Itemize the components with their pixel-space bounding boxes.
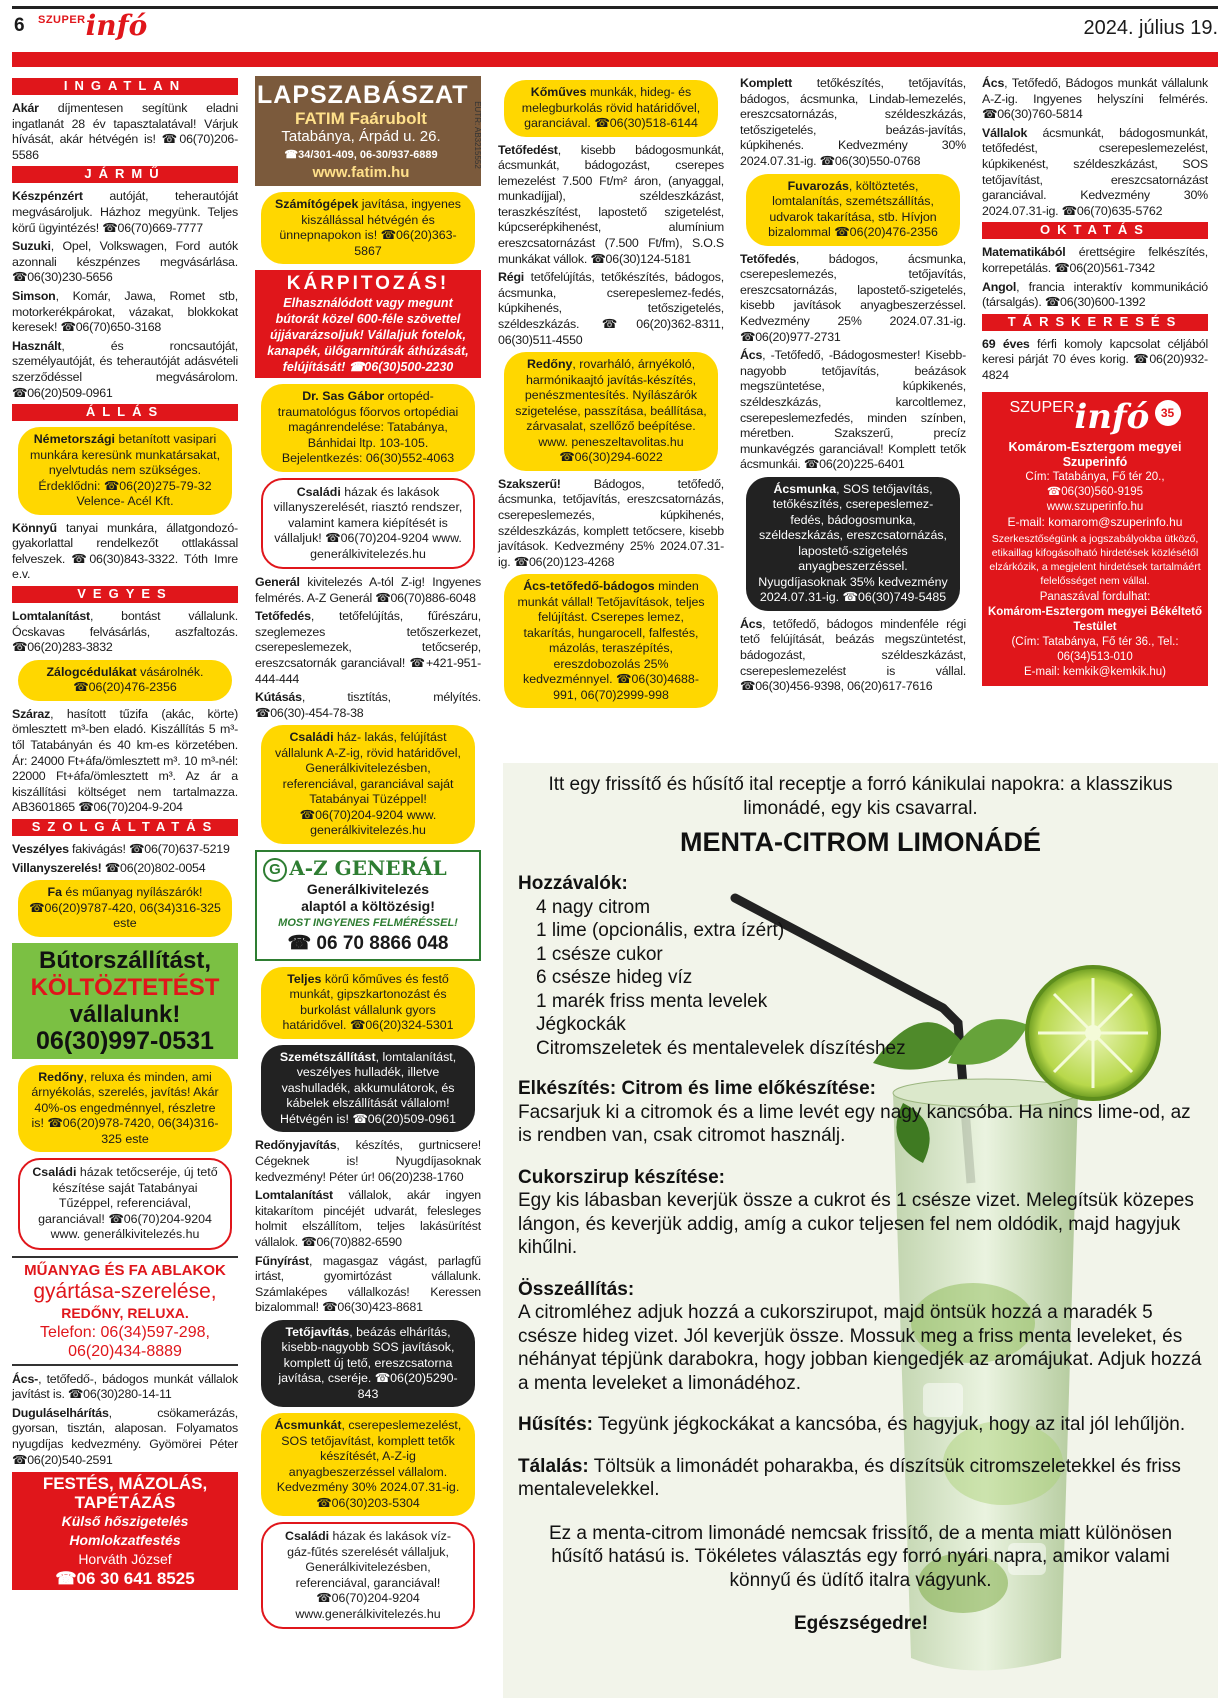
highlighted-ad: Ácsmunka, SOS tetőjavítás, tetőkészítés, cserepeslemez-fedés, bádogosmunka, széldeszkázás, ereszcsatornázás, lapostető-szigetelés anyagbeszerzéssel. Nyugdíjasoknak 35% kedvezmény 2024.07.31-ig. ☎06(30)749-5485: [746, 477, 960, 611]
classified-ad: Ács, tetőfedő, bádogos mindenféle régi tető felújítását, beázás megszüntetést, bádogozást, széldeszkázást, cserepeslemezelést is vállal. ☎06(30)456-9398, 06(20)617-7616: [740, 616, 966, 694]
page-header: [12, 6, 1218, 42]
recipe-intro: Itt egy frissítő és hűsítő ital receptje a forró kánikulai napokra: a klasszikus limonádé, egy kis csavarral.: [548, 774, 1173, 819]
classified-ad: Lomtalanítást, bontást vállalunk. Ócskavas felvásárlás, aszfaltozás. ☎06(20)283-3832: [12, 608, 238, 655]
classified-ad: Száraz, hasított tűzifa (akác, körte) ömlesztett m³-ben eladó. Kiszállítás 5 m³-től Tatabányán és 40 km-es körzetében. Ár: 24000 Ft+áfa/ömlesztett m³. 10 m³-nél: 22000 Ft+áfa/ömlesztett m³. Az ár a kiszállítási költséget nem tartalmazza. AB3601865 ☎06(70)204-9-204: [12, 706, 238, 815]
highlighted-ad: Tetőjavítás, beázás elhárítás, kisebb-nagyobb SOS javítások, komplett új tető, ereszcsatorna javítása, cseréje. ☎06(20)5290-843: [261, 1320, 475, 1408]
classified-ad: Vállalok ácsmunkát, bádogosmunkát, tetőfedést, cserepeslemezelést, kúpkikenést, széldeszkázást, SOS tetőjavítást, ereszcsatornázást garanciával. Kedvezmény 30% 2024.07.31-ig. ☎06(70)635-5762: [982, 125, 1208, 218]
section-ingatlan: INGATLAN: [12, 78, 238, 95]
highlighted-ad: Redőny, reluxa és minden, ami árnyékolás, szerelés, javítás! Akár 40%-os engedménnyel, részletre is! ☎06(20)978-7420, 06(34)316-325 este: [18, 1065, 232, 1153]
classified-ad: Simson, Komár, Jawa, Romet stb, motorkerékpárokat, vázakat, blokkokat keresek! ☎06(70)650-3168: [12, 288, 238, 335]
classified-ad: Suzuki, Opel, Volkswagen, Ford autók azonnali készpénzes megvásárlása. ☎06(30)230-5656: [12, 239, 238, 285]
syrup-heading: Cukorszirup készítése:: [518, 1166, 725, 1188]
classified-ad: Angol, francia interaktív kommunikáció (társalgás). ☎06(30)600-1392: [982, 279, 1208, 310]
highlighted-ad: Családi házak és lakások villanyszerelését, riasztó rendszer, valamint kamera kiépítését is vállaljuk! ☎06(70)204-9204 www. generálkivitelezés.hu: [261, 478, 475, 570]
classified-ad: Könnyű tanyai munkára, állatgondozó-gyakorlattal rendelkezőt ottlakással felveszek. ☎06(30)843-3322. Tóth Imre e.v.: [12, 520, 238, 582]
classified-ad: Akár díjmentesen segítünk eladni ingatlanát 28 év tapasztalatával! Várjuk hívását, akár hétvégén is! ☎06(70)206-5586: [12, 101, 238, 162]
highlighted-ad: Szemétszállítást, lomtalanítást, veszélyes hulladék, illetve vashulladék, akkumulátorok, és kábelek elszállítását vállalom! Hétvégén is! ☎06(20)509-0961: [261, 1045, 475, 1133]
classified-ad: Ács-, tetőfedő-, bádogos munkát vállalok javítást is. ☎06(30)280-14-11: [12, 1371, 238, 1402]
classified-ad: Lomtalanítást vállalok, akár ingyen kitakarítom pincéjét udvarát, felesleges holmit elszállítom, teljes lakásürítést vállalok. ☎06(70)882-6590: [255, 1188, 481, 1249]
szuperinfo-logo: SZUPERinfó 35: [986, 400, 1204, 434]
syrup-text: Egy kis lábasban keverjük össze a cukrot és 1 csésze vizet. Melegítsük közepes lángon, és keverjük addig, amíg a cukor teljesen fel nem oldódik, majd hagyjuk kihűlni.: [518, 1190, 1194, 1258]
classified-ad: Villanyszerelés! ☎06(20)802-0054: [12, 860, 206, 875]
assembly-heading: Összeállítás:: [518, 1278, 635, 1300]
publisher-info-box: SZUPERinfó 35 Komárom-Esztergom megyei Szuperinfó Cím: Tatabánya, Fő tér 20., ☎06(30)560-9195 www.szuperinfo.hu E-mail: komarom@szuperinfo.hu Szerkesztőségünk a jogszabályokba ütköző, etikaillag kifogásolható hirdetések közlésétől elzárkózik, a megjelent hirdetések tartalmáért felelősséget nem vállal. Panaszával fordulhat: Komárom-Esztergom megyei Békéltető Testület (Cím: Tatabánya, Fő tér 36., Tel.: 06(34)513-010 E-mail: kemkik@kemkik.hu): [982, 392, 1208, 686]
highlighted-ad: Családi ház- lakás, felújítást vállalunk A-Z-ig, rövid határidővel, Generálkivitelezésben, referenciával, garanciával saját Tatabányai Tüzéppel! ☎06(70)204-9204 www. generálkivitelezés.hu: [261, 725, 475, 844]
ingredient-item: 1 marék friss menta levelek: [536, 990, 768, 1012]
karpitozas-ad: KÁRPITOZÁS! Elhasználódott vagy megunt bútorát közel 600-féle szövettel újjávarázsoljuk! Vállaljuk fotelok, kanapék, ülőgarnitúrák áthúzását, felújítását! ☎06(30)500-2230: [255, 270, 481, 378]
classified-ad: Redőnyjavítás, készítés, gurtnicsere! Cégeknek is! Nyugdíjasoknak kedvezmény! Péter úr! 06(20)238-1760: [255, 1138, 481, 1184]
recipe-outro: Ez a menta-citrom limonádé nemcsak frissítő, de a menta miatt különösen hűsítő hatású is. Tökéletes választás egy forró nyári napra, amikor valami könnyű és üdítő italra vágyunk.: [548, 1522, 1173, 1591]
column-5: [982, 76, 1208, 686]
az-logo-icon: G: [263, 858, 287, 882]
classified-ad: Használt, és roncsautóját, személyautóját, és teherautóját adásvételi szerződéssel megvásárolom. ☎06(20)509-0961: [12, 338, 238, 400]
windows-ad: MŰANYAG ÉS FA ABLAKOK gyártása-szerelése, REDŐNY, RELUXA. Telefon: 06(34)597-298, 06(20)434-8889: [12, 1256, 238, 1366]
section-szolgaltatas: SZOLGÁLTATÁS: [12, 819, 238, 836]
ingredients-heading: Hozzávalók:: [518, 873, 628, 894]
prep-heading: Elkészítés: Citrom és lime előkészítése:: [518, 1078, 876, 1099]
highlighted-ad: Redőny, rovarháló, árnyékoló, harmónikaajtó javítás-készítés, penészmentesítés. Nyílászárók szigetelése, passzítása, beállítása, zárvasalat, szellőző beépítése. www. peneszeltavolitas.hu ☎06(30)294-6022: [504, 352, 718, 471]
classified-ad: Kútásás, tisztítás, mélyítés. ☎06(30)-454-78-38: [255, 690, 481, 720]
classified-ad: Régi tetőfelújítás, tetőkészítés, bádogos, ácsmunka, cserepeslemez-fedés, kúpkihenés, tetőszigetelés, széldeszkázás. ☎06(20)362-8311, 06(30)511-4550: [498, 270, 724, 347]
section-vegyes: VEGYES: [12, 586, 238, 603]
prep-text: Facsarjuk ki a citromok és a lime levét egy nagy kancsóba. Ha nincs lime-od, az is rendben van, csak citromot használj.: [518, 1101, 1191, 1146]
ingredient-item: 1 csésze cukor: [536, 943, 663, 965]
highlighted-ad: Fa és műanyag nyílászárók! ☎06(20)9787-420, 06(34)316-325 este: [18, 880, 232, 937]
ingredient-item: 1 lime (opcionális, extra ízért): [536, 920, 785, 941]
section-tarskereses: TÁRSKERESÉS: [982, 314, 1208, 331]
highlighted-ad: Családi házak tetőcseréje, új tető készítése saját Tatabányai Tűzéppel, referenciával, garanciával! ☎06(70)204-9204 www. generálkivitelezés.hu: [18, 1158, 232, 1250]
highlighted-ad: Ácsmunkát, cserepeslemezelést, SOS tetőjavítást, komplett tetők készítését, A-Z-ig anyagbeszerzéssel vállalom. Kedvezmény 30% 2024.07.31-ig. ☎06(30)203-5304: [261, 1413, 475, 1516]
section-allas: ÁLLÁS: [12, 404, 238, 421]
classified-ad: Generál kivitelezés A-tól Z-ig! Ingyenes felmérés. A-Z Generál ☎06(70)886-6048: [255, 575, 481, 605]
column-1: [12, 76, 238, 1590]
classified-ad: Duguláselhárítás, csökamerázás, gyorsan, tisztán, alaposan. Folyamatos nyugdíjas kedvezmény. Gyömörei Péter ☎06(20)540-2591: [12, 1405, 238, 1467]
recipe-signoff: Egészségedre!: [793, 1613, 929, 1634]
highlighted-ad: Számítógépek javítása, ingyenes kiszállással hétvégén és ünnepnapokon is! ☎06(20)363-5867: [261, 192, 475, 264]
classified-ad: Szakszerű! Bádogos, tetőfedő, ácsmunka, tetőjavítás, ereszcsatornázás, cserepeslemezés, kúpkihenés, széldeszkázás, komplett tetőcsere, kisebb javítások. Kedvezmény 25% 2024.07.31-ig. ☎06(20)123-4268: [498, 476, 724, 569]
recipe-title: MENTA-CITROM LIMONÁDÉ: [680, 827, 1041, 857]
issue-date: 2024. július 19.: [1083, 17, 1218, 39]
serving-text: Tálalás: Töltsük a limonádét poharakba, és díszítsük citromszeletekkel és friss mentalevelekkel.: [518, 1455, 1181, 1500]
highlighted-ad: Zálogcédulákat vásárolnék. ☎06(20)476-2356: [18, 660, 232, 701]
anniversary-badge-icon: 35: [1155, 400, 1181, 426]
szuperinfo-logo: SZUPERinfó: [38, 9, 148, 42]
classified-ad: Ács, Tetőfedő, Bádogos munkát vállalunk A-Z-ig. Ingyenes helyszíni felmérés. ☎06(30)760-5814: [982, 76, 1208, 122]
moving-service-ad: Bútorszállítást, KÖLTÖZTETÉST vállalunk! 06(30)997-0531: [12, 943, 238, 1059]
header-red-bar: [12, 52, 1218, 67]
cooling-text: Hűsítés: Tegyünk jégkockákat a kancsóba, és hagyjuk, hogy az ital jól lehűljön.: [518, 1414, 1186, 1435]
classified-ad: Ács, -Tetőfedő, -Bádogosmester! Kisebb-nagyobb tetőjavítás, beázások megszüntetése, kúpkikenés, széldeszkázás, karcoltlemez, cserepeslemezfedés, minden színben, méretben. Szakszerű, precíz munkavégzés garanciával! Komplett tetők ácsmunkái. ☎06(20)225-6401: [740, 348, 966, 472]
classified-ad: Fűnyírást, magasgaz vágást, parlagfű irtást, gyomirtózást vállalunk. Számlaképes vállalkozás! Keressen bizalommal! ☎06(30)423-8681: [255, 1253, 481, 1315]
ingredient-item: Jégkockák: [536, 1014, 626, 1035]
highlighted-ad: Ács-tetőfedő-bádogos minden munkát vállal! Tetőjavítások, teljes felújítást. Cserepes lemez, takarítás, hungarocell, falfestés, mázolás, teraszépítés, ereszdobozolás 25% kedvezménnyel. ☎06(30)4688-991, 06(70)2999-998: [504, 574, 718, 708]
az-general-ad: G A-Z GENERÁL Generálkivitelezés alaptól a költözésig! MOST INGYENES FELMÉRÉSSEL! ☎ 06 70 8866 048: [255, 850, 481, 961]
classified-ad: Matematikából érettségire felkészítés, korrepetálás. ☎06(20)561-7342: [982, 245, 1208, 275]
column-2: [255, 76, 481, 1635]
column-4: [740, 76, 966, 698]
painting-ad: FESTÉS, MÁZOLÁS, TAPÉTÁZÁS Külső hőszigetelés Homlokzatfestés Horváth József ☎06 30 641 8525: [12, 1472, 238, 1590]
classified-ad: Tetőfedés, tetőfelújítás, fűrészáru, szeglemezes tetőszerkezet, cserepeslemezek, tetőcserép, ereszcsatornák garanciával! ☎+421-951-444-444: [255, 609, 481, 686]
highlighted-ad: Kőműves munkák, hideg- és melegburkolás rövid határidővel, garanciával. ☎06(30)518-6144: [504, 80, 718, 137]
highlighted-ad: Dr. Sas Gábor ortopéd-traumatológus főorvos ortopédiai magánrendelése: Tatabánya, Bánhidai ltp. 103-105. Bejelentkezés: 06(30)552-4063: [261, 384, 475, 472]
lapszabaszat-ad: LAPSZABÁSZAT FATIM Faárubolt Tatabánya, Árpád u. 26. ☎34/301-409, 06-30/937-6889 www.fatim.hu EUTR: AB3215552: [255, 76, 481, 186]
ingredient-item: 4 nagy citrom: [536, 896, 651, 918]
column-3: [498, 76, 724, 714]
classified-ad: Készpénzért autóját, teherautóját megvásároljuk. Házhoz megyünk. Teljes körű ügyintézés! ☎06(70)669-7777: [12, 189, 238, 235]
highlighted-ad: Fuvarozás, költöztetés, lomtalanítás, szemétszállítás, udvarok takarítása, stb. Hívjon bizalommal ☎06(20)476-2356: [746, 174, 960, 246]
ingredient-item: 6 csésze hideg víz: [536, 967, 693, 988]
classified-ad: 69 éves férfi komoly kapcsolat céljából keresi párját 70 éves korig. ☎06(20)932-4824: [982, 336, 1209, 382]
assembly-text: A citromléhez adjuk hozzá a cukorszirupot, majd öntsük hozzá a maradék 5 csésze hideg vizet. Jól keverjük össze. Mossuk meg a friss menta leveleket, és néhányat tépjünk darabokra, hogy jobban kiengedjék az aromájukat. Adjuk hozzá a menta leveleket a limonádéhoz.: [518, 1302, 1202, 1394]
classified-ad: Tetőfedést, kisebb bádogosmunkát, ácsmunkát, bádogozást, cserepes lemezelést 7.500 Ft/m² áron, (anyaggal, munkadíjjal), széldeszkázást, teraszkészítést, lapostető szigetelést, kúpcserépkihenést, alumínium ereszcsatornázást (7.500 Ft/fm), S.O.S munkákat vállok. ☎06(30)124-5181: [498, 142, 724, 266]
classified-ad: Veszélyes fakivágás! ☎06(70)637-5219: [12, 841, 230, 856]
page-number: 6: [14, 15, 25, 36]
section-jarmu: JÁRMŰ: [12, 166, 238, 183]
classified-ad: Tetőfedés, bádogos, ácsmunka, cserepeslemezés, tetőjavítás, ereszcsatornázás, lapostető-szigetelés, kisebb javítások anyagbeszerzéssel. Kedvezmény 25% 2024.07.31-ig. ☎06(20)977-2731: [740, 251, 966, 344]
highlighted-ad: Németországi betanított vasipari munkára keresünk munkatársakat, nyelvtudás nem szükséges. Érdeklődni: ☎06(20)275-79-32 Velence- Acél Kft.: [18, 427, 232, 515]
classified-ad: Komplett tetőkészítés, tetőjavítás, bádogos, ácsmunka, Lindab-lemezelés, ereszcsatornázás, széldeszkázás, tetőszigetelés, beázás-javítás, kúpkihenés. Kedvezmény 30% 2024.07.31-ig. ☎06(30)550-0768: [740, 76, 966, 168]
ingredient-item: Citromszeletek és mentalevelek díszítéshez: [536, 1037, 906, 1059]
recipe-article: [503, 763, 1218, 1698]
highlighted-ad: Családi házak és lakások víz-gáz-fűtés szerelését vállaljuk, Generálkivitelezésben, referenciával, garanciával! ☎06(70)204-9204 www.generálkivitelezés.hu: [261, 1522, 475, 1629]
section-oktatas: OKTATÁS: [982, 222, 1208, 239]
highlighted-ad: Teljes körű kőműves és festő munkát, gipszkartonozást és burkolást vállalunk gyors határidővel. ☎06(20)324-5301: [261, 967, 475, 1039]
